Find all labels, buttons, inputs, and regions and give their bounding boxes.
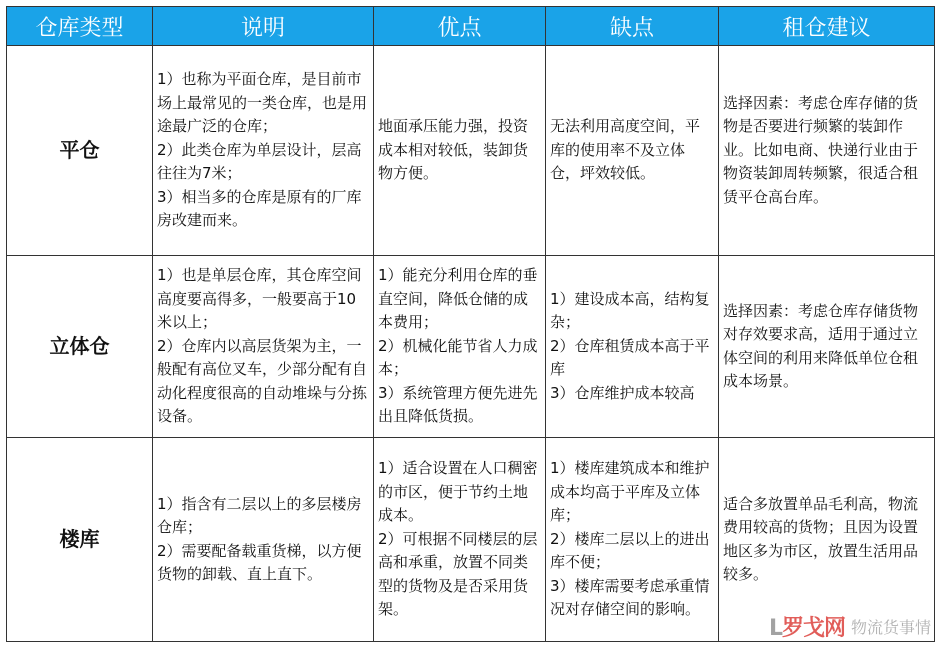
description-cell: [153, 438, 374, 642]
header-cons: 缺点: [546, 7, 719, 46]
pros-cell: [374, 256, 546, 438]
description-line: 1）也是单层仓库，其仓库空间高度要高得多，一般要高于10米以上；: [157, 266, 362, 332]
type-cell: 平仓: [7, 46, 153, 256]
logo-brand: 罗戈网: [781, 616, 845, 641]
advice-line: 适合多放置单品毛利高，物流费用较高的货物；且因为设置地区多为市区，放置生活用品较多。: [723, 494, 919, 583]
description-cell: [153, 256, 374, 438]
pros-line: 2）机械化能节省人力成本；: [378, 336, 538, 379]
cons-line: 2）仓库租赁成本高于平库: [550, 336, 710, 379]
header-advice: 租仓建议: [719, 7, 935, 46]
pros-cell: [374, 438, 546, 642]
watermark-text: 物流货事情: [850, 618, 931, 637]
description-line: 1）也称为平面仓库，是目前市场上最常见的一类仓库，也是用途最广泛的仓库；: [157, 70, 368, 136]
cons-cell: [546, 256, 719, 438]
header-row: [7, 7, 935, 46]
description-cell: [153, 46, 374, 256]
advice-line: 选择因素：考虑仓库存储货物对存效要求高，适用于通过立体空间的利用来降低单位仓租成本场景。: [723, 301, 919, 390]
pros-line: 3）系统管理方便先进先出且降低货损。: [378, 383, 538, 426]
logo: [769, 611, 845, 642]
description-line: 2）需要配备载重货梯，以方便货物的卸载、直上直下。: [157, 541, 362, 583]
description-line: 3）相当多的仓库是原有的厂库房改建而来。: [157, 187, 362, 230]
description-line: 2）仓库内以高层货架为主，一般配有高位叉车，少部分配有自动化程度很高的自动堆垛与分拣设备。: [157, 336, 368, 426]
logo-letter: L: [768, 616, 782, 641]
pros-line: 1）能充分利用仓库的垂直空间，降低仓储的成本费用；: [378, 266, 538, 332]
advice-cell: [719, 46, 935, 256]
cons-line: 3）楼库需要考虑承重情况对存储空间的影响。: [550, 576, 710, 619]
table-row: [7, 256, 935, 438]
warehouse-comparison-table: [6, 6, 935, 642]
pros-line: 地面承压能力强，投资成本相对较低，装卸货物方便。: [378, 117, 529, 183]
type-cell: 楼库: [7, 438, 153, 642]
cons-line: 1）楼库建筑成本和维护成本均高于平库及立体库；: [550, 459, 710, 525]
description-line: 1）指含有二层以上的多层楼房仓库；: [157, 494, 362, 536]
cons-line: 1）建设成本高，结构复杂；: [550, 289, 710, 332]
cons-line: 2）楼库二层以上的进出库不便；: [550, 529, 710, 572]
advice-line: 选择因素：考虑仓库存储的货物是否要进行频繁的装卸作业。比如电商、快递行业由于物资装卸周转频繁，很适合租赁平仓高台库。: [723, 93, 919, 206]
header-description: 说明: [153, 7, 374, 46]
type-cell: 立体仓: [7, 256, 153, 438]
header-pros: 优点: [374, 7, 546, 46]
cons-line: 3）仓库维护成本较高: [550, 383, 695, 402]
watermark: [769, 611, 931, 642]
cons-cell: [546, 438, 719, 642]
pros-line: 1）适合设置在人口稠密的市区，便于节约土地成本。: [378, 459, 538, 525]
cons-line: 无法利用高度空间，平库的使用率不及立体仓，坪效较低。: [550, 117, 701, 183]
header-type: 仓库类型: [7, 7, 153, 46]
pros-line: 2）可根据不同楼层的层高和承重，放置不同类型的货物及是否采用货架。: [378, 529, 538, 619]
cons-cell: [546, 46, 719, 256]
table-row: [7, 46, 935, 256]
advice-cell: [719, 256, 935, 438]
description-line: 2）此类仓库为单层设计，层高往往为7米；: [157, 140, 362, 183]
pros-cell: [374, 46, 546, 256]
